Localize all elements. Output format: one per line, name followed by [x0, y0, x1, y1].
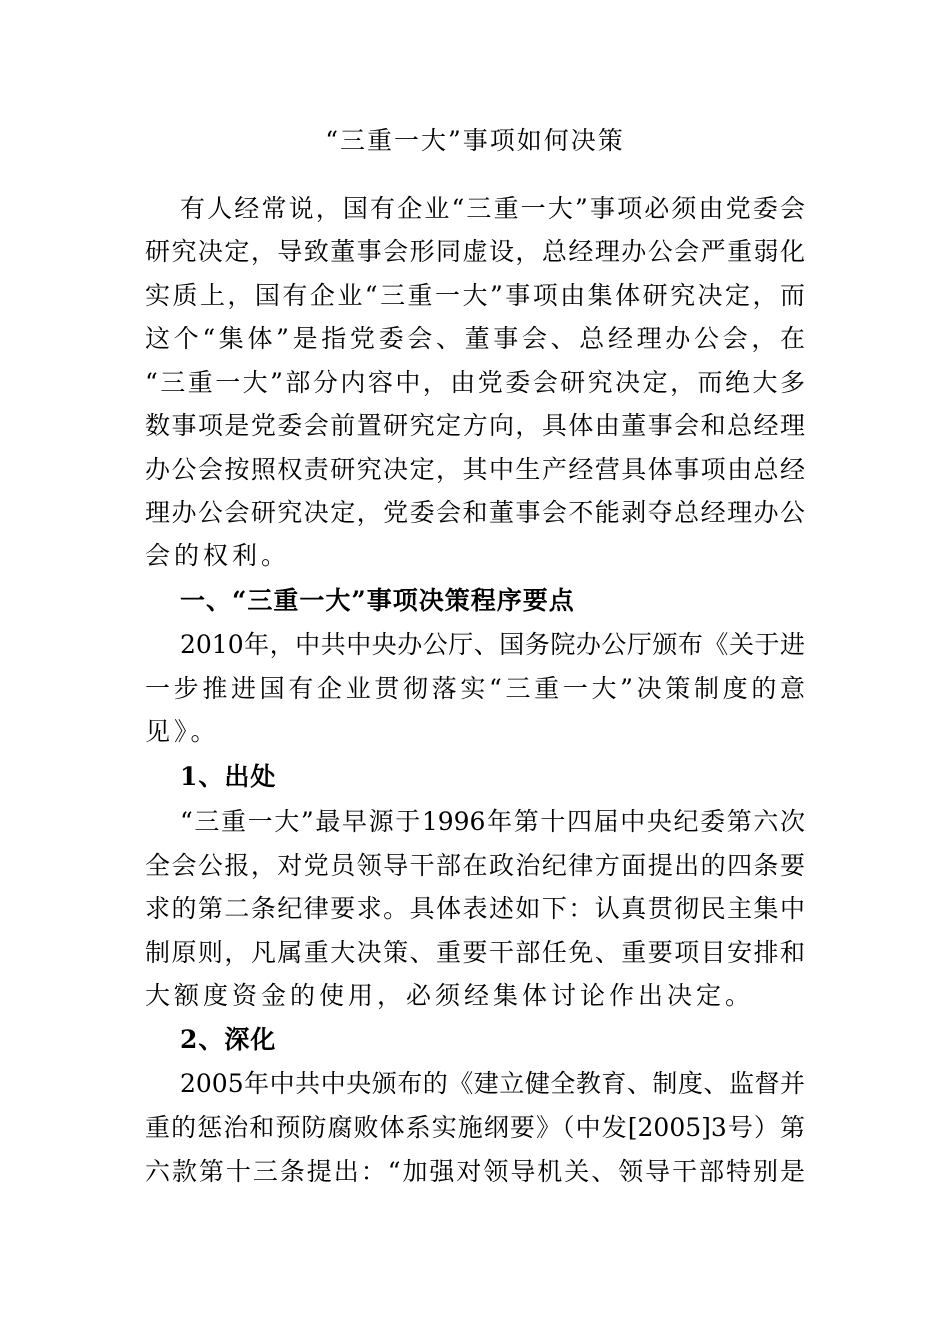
paragraph-line: 实质上，国有企业“三重一大”事项由集体研究决定，而 — [145, 281, 805, 310]
paragraph-line: 这个“集体”是指党委会、董事会、总经理办公会，在 — [145, 324, 805, 353]
paragraph-line: 理办公会研究决定，党委会和董事会不能剥夺总经理办公 — [145, 498, 805, 527]
paragraph-line: 研究决定，导致董事会形同虚设，总经理办公会严重弱化 — [145, 237, 805, 266]
paragraph-line: 2010年，中共中央办公厅、国务院办公厅颁布《关于进 — [180, 630, 805, 659]
paragraph-line: 会的权利。 — [145, 541, 291, 570]
paragraph-line: 重的惩治和预防腐败体系实施纲要》（中发[2005]3号）第 — [145, 1113, 805, 1142]
paragraph-line: 有人经常说，国有企业“三重一大”事项必须由党委会 — [180, 194, 805, 223]
subsection-heading: 1、出处 — [180, 762, 277, 791]
paragraph-line: 制原则，凡属重大决策、重要干部任免、重要项目安排和 — [145, 938, 805, 967]
paragraph-line: “三重一大”最早源于1996年第十四届中央纪委第六次 — [180, 807, 805, 836]
document-title: “三重一大”事项如何决策 — [325, 126, 625, 155]
paragraph-line: 六款第十三条提出：“加强对领导机关、领导干部特别是 — [145, 1157, 805, 1186]
section-heading: 一、“三重一大”事项决策程序要点 — [180, 586, 575, 615]
paragraph-line: 大额度资金的使用，必须经集体讨论作出决定。 — [145, 981, 755, 1010]
paragraph-line: 2005年中共中央颁布的《建立健全教育、制度、监督并 — [180, 1069, 805, 1098]
paragraph-line: 全会公报，对党员领导干部在政治纪律方面提出的四条要 — [145, 851, 805, 880]
paragraph-line: 数事项是党委会前置研究定方向，具体由董事会和总经理 — [145, 411, 805, 440]
paragraph-line: 求的第二条纪律要求。具体表述如下：认真贯彻民主集中 — [145, 894, 805, 923]
paragraph-line: 见》。 — [145, 717, 220, 746]
paragraph-line: 一步推进国有企业贯彻落实“三重一大”决策制度的意 — [145, 674, 805, 703]
subsection-heading: 2、深化 — [180, 1025, 277, 1054]
paragraph-line: 办公会按照权责研究决定，其中生产经营具体事项由总经 — [145, 455, 805, 484]
paragraph-line: “三重一大”部分内容中，由党委会研究决定，而绝大多 — [145, 368, 805, 397]
